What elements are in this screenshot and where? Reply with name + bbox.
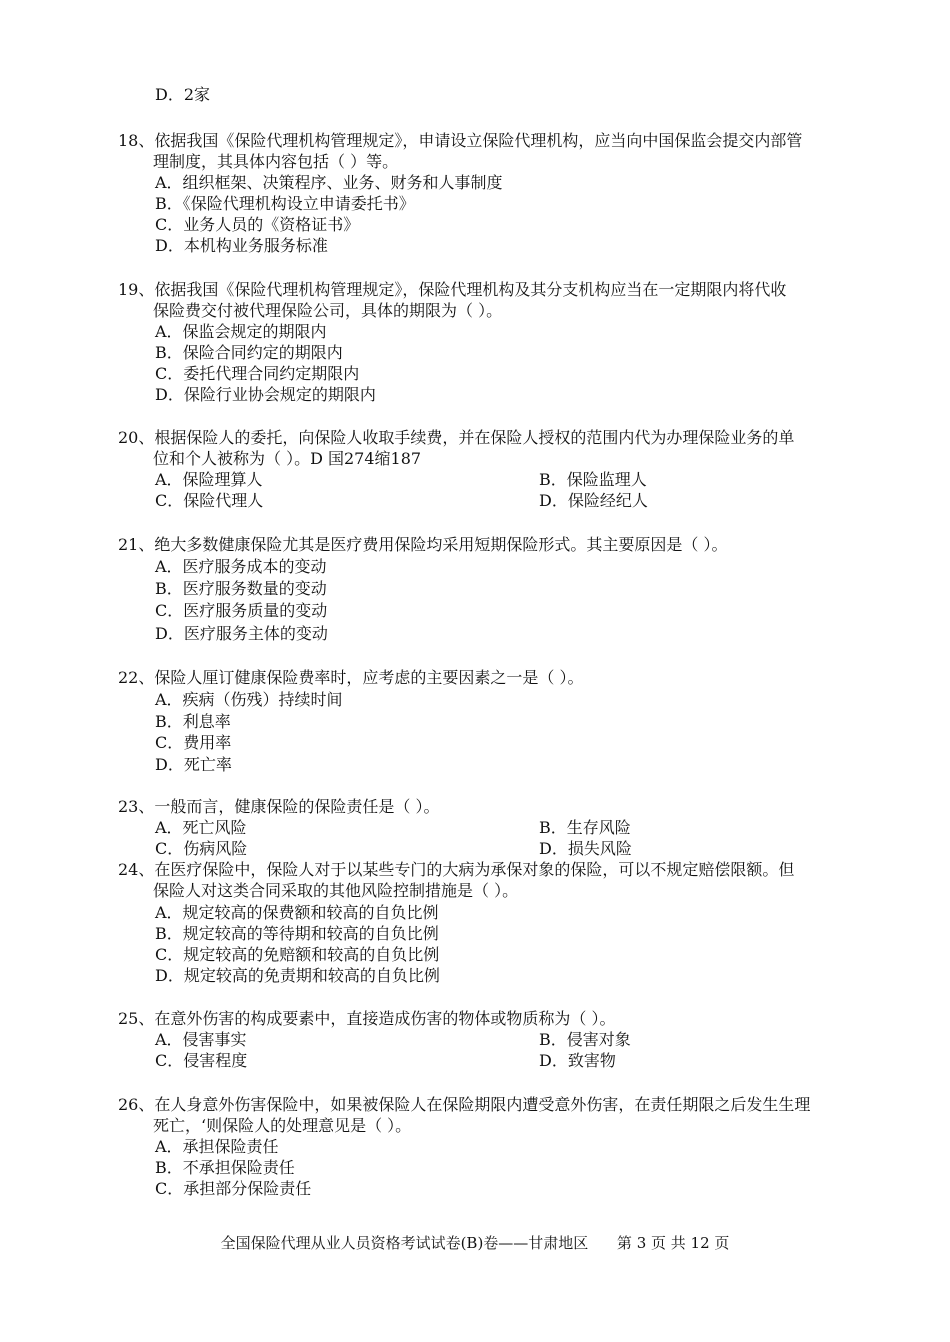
question-18-option-b: B．《保险代理机构设立申请委托书》 bbox=[155, 194, 415, 213]
question-19-option-d: D．保险行业协会规定的期限内 bbox=[155, 385, 376, 404]
question-25-option-d: D．致害物 bbox=[539, 1051, 616, 1070]
question-20-text-cont: 位和个人被称为（ ）。D 国274缩187 bbox=[153, 449, 422, 468]
question-21-option-a: A．医疗服务成本的变动 bbox=[155, 557, 327, 576]
question-22-option-d: D．死亡率 bbox=[155, 755, 232, 774]
question-26-option-c: C．承担部分保险责任 bbox=[155, 1179, 312, 1198]
question-25-option-a: A．侵害事实 bbox=[155, 1030, 247, 1049]
question-26-text: 26、在人身意外伤害保险中，如果被保险人在保险期限内遭受意外伤害，在责任期限之后发生生理 bbox=[118, 1095, 811, 1114]
question-24-option-b: B．规定较高的等待期和较高的自负比例 bbox=[155, 924, 439, 943]
question-18-option-c: C．业务人员的《资格证书》 bbox=[155, 215, 360, 234]
question-19-option-b: B．保险合同约定的期限内 bbox=[155, 343, 343, 362]
footer-page-number: 第 3 页 共 12 页 bbox=[616, 1234, 730, 1252]
question-18-text-cont: 理制度，其具体内容包括（ ）等。 bbox=[153, 152, 399, 171]
footer-exam-title: 全国保险代理从业人员资格考试试卷(B)卷——甘肃地区 bbox=[220, 1234, 589, 1252]
question-19-text-cont: 保险费交付被代理保险公司，具体的期限为（ ）。 bbox=[153, 301, 503, 320]
question-18-option-a: A．组织框架、决策程序、业务、财务和人事制度 bbox=[155, 173, 503, 192]
question-19-option-a: A．保监会规定的期限内 bbox=[155, 322, 327, 341]
question-24-text: 24、在医疗保险中，保险人对于以某些专门的大病为承保对象的保险，可以不规定赔偿限额。但 bbox=[118, 860, 795, 879]
question-24-option-a: A．规定较高的保费额和较高的自负比例 bbox=[155, 903, 439, 922]
question-22-option-b: B．利息率 bbox=[155, 712, 231, 731]
question-25-text: 25、在意外伤害的构成要素中，直接造成伤害的物体或物质称为（ ）。 bbox=[118, 1009, 616, 1028]
question-18-option-d: D．本机构业务服务标准 bbox=[155, 236, 328, 255]
question-23-text: 23、一般而言，健康保险的保险责任是（ ）。 bbox=[118, 797, 440, 816]
page-footer bbox=[0, 1232, 950, 1253]
question-20-option-a: A．保险理算人 bbox=[155, 470, 263, 489]
question-25-option-c: C．侵害程度 bbox=[155, 1051, 248, 1070]
question-24-option-c: C．规定较高的免赔额和较高的自负比例 bbox=[155, 945, 440, 964]
question-22-option-a: A．疾病（伤残）持续时间 bbox=[155, 690, 343, 709]
question-23-option-a: A．死亡风险 bbox=[155, 818, 247, 837]
question-19-option-c: C．委托代理合同约定期限内 bbox=[155, 364, 360, 383]
question-20-option-b: B．保险监理人 bbox=[539, 470, 647, 489]
question-24-option-d: D．规定较高的免责期和较高的自负比例 bbox=[155, 966, 440, 985]
question-23-option-c: C．伤病风险 bbox=[155, 839, 248, 858]
question-21-option-b: B．医疗服务数量的变动 bbox=[155, 579, 327, 598]
question-25-option-b: B．侵害对象 bbox=[539, 1030, 631, 1049]
question-20-option-c: C．保险代理人 bbox=[155, 491, 264, 510]
question-18-text: 18、依据我国《保险代理机构管理规定》，申请设立保险代理机构，应当向中国保监会提交内部管 bbox=[118, 131, 803, 150]
question-26-option-b: B．不承担保险责任 bbox=[155, 1158, 295, 1177]
question-26-option-a: A．承担保险责任 bbox=[155, 1137, 279, 1156]
question-23-option-b: B．生存风险 bbox=[539, 818, 631, 837]
prev-question-option-d: D．2家 bbox=[155, 85, 211, 104]
question-20-text: 20、根据保险人的委托，向保险人收取手续费，并在保险人授权的范围内代为办理保险业务的单 bbox=[118, 428, 795, 447]
question-22-option-c: C．费用率 bbox=[155, 733, 232, 752]
question-21-option-c: C．医疗服务质量的变动 bbox=[155, 601, 328, 620]
question-21-option-d: D．医疗服务主体的变动 bbox=[155, 624, 328, 643]
question-23-option-d: D．损失风险 bbox=[539, 839, 632, 858]
question-19-text: 19、依据我国《保险代理机构管理规定》，保险代理机构及其分支机构应当在一定期限内将代收 bbox=[118, 280, 787, 299]
question-20-option-d: D．保险经纪人 bbox=[539, 491, 648, 510]
question-24-text-cont: 保险人对这类合同采取的其他风险控制措施是（ ）。 bbox=[153, 881, 519, 900]
question-26-text-cont: 死亡，‘则保险人的处理意见是（ ）。 bbox=[153, 1116, 412, 1135]
question-21-text: 21、绝大多数健康保险尤其是医疗费用保险均采用短期保险形式。其主要原因是（ ）。 bbox=[118, 535, 728, 554]
question-22-text: 22、保险人厘订健康保险费率时，应考虑的主要因素之一是（ ）。 bbox=[118, 668, 584, 687]
